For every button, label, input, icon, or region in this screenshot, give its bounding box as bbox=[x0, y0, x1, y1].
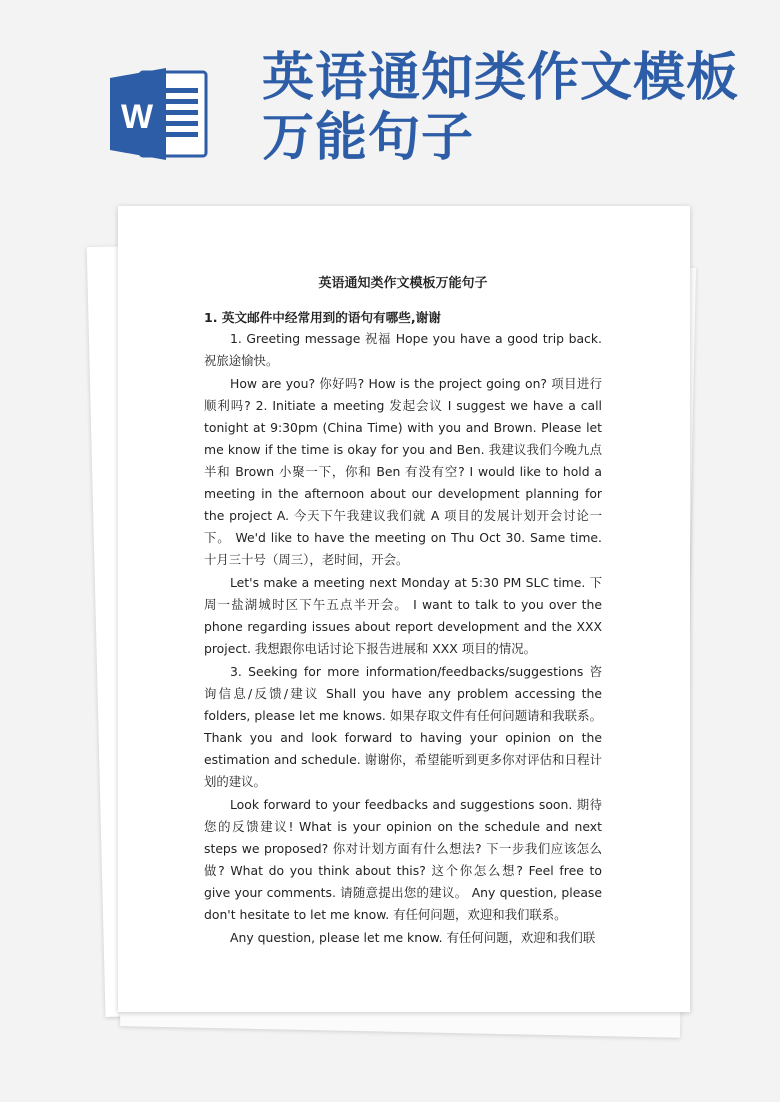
document-body bbox=[204, 274, 602, 950]
paragraph: How are you? 你好吗? How is the project going on? 项目进行顺利吗? 2. Initiate a meeting 发起会议 I suggest we have a call tonight at 9:30pm (China Time) with you and Brown. Please let me know if the time is okay for you and Ben. 我建议我们今晚九点半和 Brown 小聚一下，你和 Ben 有没有空? I would like to hold a meeting in the afternoon about our development planning for the project A. 今天下午我建议我们就 A 项目的发展计划开会讨论一下。 We'd like to have the meeting on Thu Oct 30. Same time. 十月三十号（周三），老时间，开会。 bbox=[204, 376, 602, 567]
section-heading: 1. 英文邮件中经常用到的语句有哪些,谢谢 bbox=[204, 310, 441, 325]
svg-text:W: W bbox=[120, 98, 154, 136]
paragraph: 1. Greeting message 祝福 Hope you have a good trip back. 祝旅途愉快。 bbox=[204, 331, 602, 368]
paragraph: Look forward to your feedbacks and suggestions soon. 期待您的反馈建议! What is your opinion on the schedule and next steps we proposed? 你对计划方面有什么想法? 下一步我们应该怎么做? What do you think about this? 这个你怎么想? Feel free to give your comments. 请随意提出您的建议。 Any question, please don't hesitate to let me know. 有任何问题，欢迎和我们联系。 bbox=[204, 797, 602, 922]
paragraph: Any question, please let me know. 有任何问题，欢迎和我们联 bbox=[230, 930, 596, 945]
document-page bbox=[118, 206, 690, 1012]
paragraph: 3. Seeking for more information/feedbacks/suggestions 咨询信息/反馈/建议 Shall you have any problem accessing the folders, please let me knows. 如果存取文件有任何问题请和我联系。 Thank you and look forward to having your opinion on the estimation and schedule. 谢谢你，希望能听到更多你对评估和日程计划的建议。 bbox=[204, 664, 602, 789]
word-document-icon bbox=[110, 66, 208, 162]
document-title: 英语通知类作文模板万能句子 bbox=[318, 276, 488, 291]
banner-title: 英语通知类作文模板万能句子 bbox=[262, 48, 740, 168]
paragraph: Let's make a meeting next Monday at 5:30 PM SLC time. 下周一盐湖城时区下午五点半开会。 I want to talk to you over the phone regarding issues about report development and the XXX project. 我想跟你电话讨论下报告进展和 XXX 项目的情况。 bbox=[204, 575, 602, 656]
